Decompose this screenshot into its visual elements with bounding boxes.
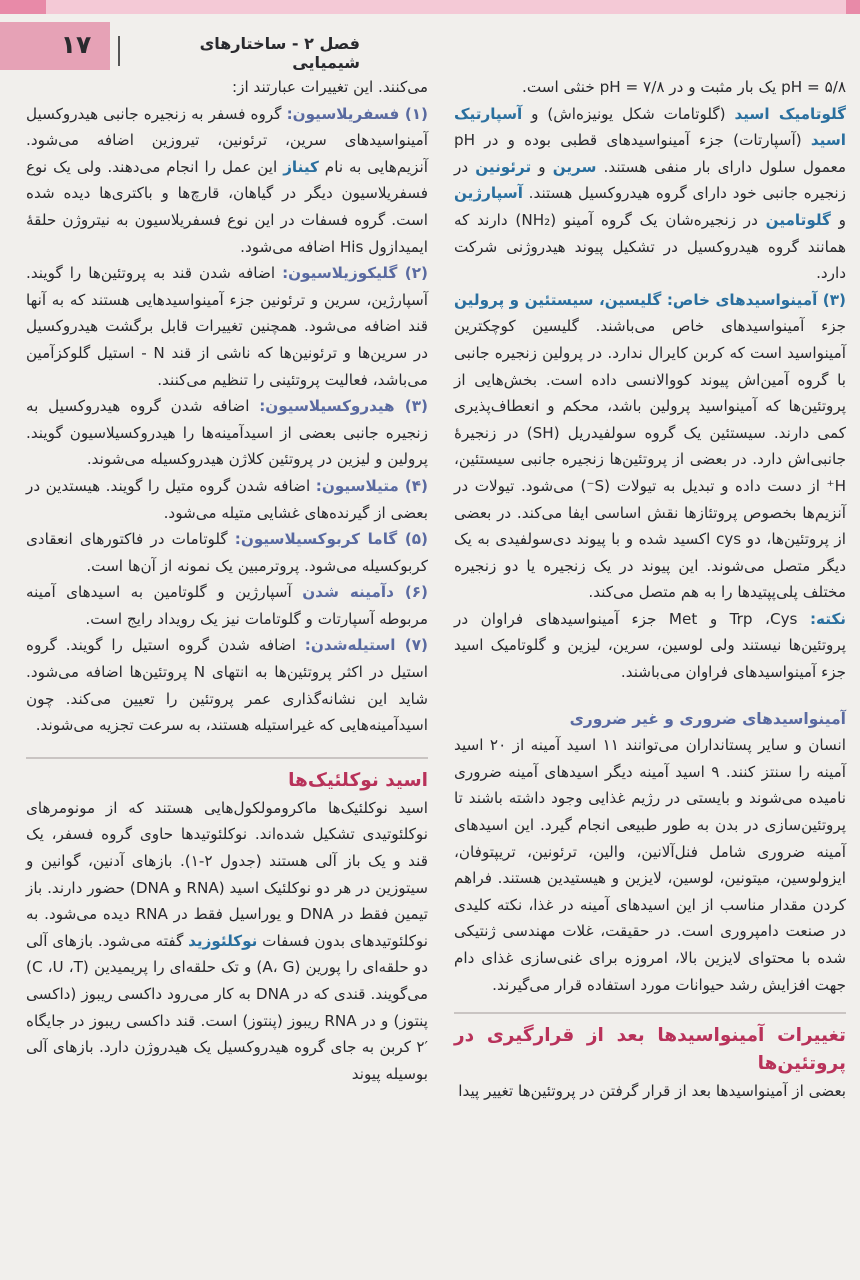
text: اضافه شدن گروه استیل را گویند. گروه استیل در اکثر پروتئین‌ها به انتهای N پروتئین‌ها اضافه می‌شود. شاید این نشانه‌گذاری عمر پروتئین را تعیین می‌کند. چون اسیدآمینه‌هایی که غیراستیله هستند، به سرعت تجزیه می‌شوند. [26, 636, 428, 735]
term-serine: سرین [552, 157, 597, 176]
text: در زنجیره جانبی خود دارای گروه هیدروکسیل هستند. [454, 157, 846, 203]
text: گروه فسفر به زنجیره جانبی هیدروکسیل آمینواسیدهای سرین، ترئونین، تیروزین اضافه می‌شود. آنزیم‌هایی به نام [26, 104, 428, 176]
header-divider [118, 36, 120, 66]
left-column [26, 74, 428, 1087]
term-glutamic-acid: گلوتامیک اسید [734, 104, 847, 123]
item-hydroxylation [26, 393, 428, 473]
text: و [830, 210, 846, 229]
item-glycosylation [26, 260, 428, 393]
section-divider [454, 1012, 846, 1014]
item-head: (۵) گاما کربوکسیلاسیون: [234, 530, 428, 549]
note-body: Trp ،Cys و Met جزء آمینواسیدهای فراوان در پروتئین‌ها نیستند ولی لوسین، سرین، لیزین و گلوتامیک اسید جزء آمینواسیدهای فراوان می‌باشند. [454, 609, 846, 682]
section-nucleic-acids-body [26, 795, 428, 1088]
text: (آسپارتات) جزء آمینواسیدهای قطبی بوده و در pH معمول سلول دارای بار منفی هستند. [454, 131, 846, 176]
modifications-intro: می‌کنند. این تغییرات عبارتند از: [232, 78, 428, 96]
subheading-special-amino-acids: (۳) آمینواسیدهای خاص: گلیسین، سیستئین و پرولین [454, 290, 846, 309]
item-head: (۶) دآمینه شدن [302, 583, 428, 602]
text: اسید نوکلئیک‌ها ماکرومولکول‌هایی هستند که از مونومرهای نوکلئوتیدی تشکیل شده‌اند. نوکلئوتیدها حاوی گروه فسفر، یک قند و یک باز آلی هستند (جدول ۲-۱). بازهای آدنین، گوانین و سیتوزین در هر دو نوکلئیک اسید (RNA و DNA) حضور دارند. باز تیمین فقط در DNA و یوراسیل فقط در RNA دیده می‌شود. به نوکلئوتیدهای بدون فسفات [26, 798, 429, 950]
text: گفته می‌شود. بازهای آلی دو حلقه‌ای را پورین (A، G) و تک حلقه‌ای را پریمیدین (C ،U ،T) می‌گویند. قندی که در DNA به کار می‌رود داکسی ریبوز (داکسی پنتوز) و در RNA ریبوز (پنتوز) است. قند داکسی ریبوز در جایگاه ′۲ کربن به جای گروه هیدروکسیل یک هیدروژن دارد. بازهای آلی بوسیله پیوند [26, 931, 429, 1083]
text: و [531, 157, 553, 176]
text: در زنجیره‌شان یک گروه آمینو (NH₂) دارند که همانند گروه هیدروکسیل در تشکیل پیوند هیدروژنی شرکت دارد. [454, 210, 846, 283]
term-nucleoside: نوکلئوزید [188, 931, 258, 950]
item-acetylation [26, 632, 428, 738]
text: اضافه شدن گروه متیل را گویند. هیستدین در بعضی از گیرنده‌های غشایی متیله می‌شود. [26, 476, 428, 522]
text: (گلوتامات شکل یونیزه‌اش) و [522, 104, 735, 123]
term-glutamine: گلوتامین [765, 210, 831, 229]
term-kinase: کیناز [283, 157, 319, 176]
right-column [454, 74, 846, 1105]
section-nucleic-acids-title: اسید نوکلئیک‌ها [288, 769, 428, 791]
text: گلوتامات در فاکتورهای انعقادی کربوکسیله می‌شود. پروترمبین یک نمونه از آن‌ها است. [26, 530, 428, 575]
paragraph-special-amino-acids [454, 287, 846, 606]
item-head: (۴) متیلاسیون: [315, 476, 428, 495]
ph-text: ۵/۸ = pH یک بار مثبت و در ۷/۸ = pH خنثی است. [522, 78, 846, 96]
text: آسپارژین و گلوتامین به اسیدهای آمینه مربوطه آسپارتات و گلوتامات نیز یک رویداد رایج است. [26, 583, 428, 628]
chapter-title: فصل ۲ - ساختارهای شیمیایی [199, 34, 360, 72]
paragraph-ph [454, 74, 846, 101]
text: اضافه شدن قند به پروتئین‌ها را گویند. آسپارژین، سرین و ترئونین جزء آمینواسیدهایی هستند که به آنها قند اضافه می‌شود. همچنین تغییرات قابل برگشت هیدروکسیل در سرین‌ها و ترئونین‌ها که ناشی از قند N - استیل گلوکزآمین می‌باشد، فعالیت پروتئینی را تنظیم می‌کنند. [26, 264, 428, 389]
top-color-bar [0, 0, 860, 14]
item-head: (۳) هیدروکسیلاسیون: [259, 397, 428, 416]
term-threonine: ترئونین [475, 157, 532, 176]
term-asparagine: آسپارژین [454, 184, 523, 203]
section-modifications-body: بعضی از آمینواسیدها بعد از قرار گرفتن در پروتئین‌ها تغییر پیدا [458, 1082, 846, 1101]
top-color-bar-inner [46, 0, 846, 14]
item-head: (۱) فسفریلاسیون: [286, 104, 428, 123]
section-essential-body: انسان و سایر پستانداران می‌توانند ۱۱ اسید آمینه از ۲۰ اسید آمینه را سنتز کنند. ۹ اسید آمینه دیگر اسیدهای آمینه ضروری نامیده می‌شوند و بایستی در رژیم غذایی وجود داشته باشند تا پروتئین‌سازی در بدن به طور طبیعی انجام گیرد. این اسیدهای آمینه ضروری شامل فنل‌آلانین، والین، ترئونین، تریپتوفان، ایزولوسین، میتونین، لوسین، لایزین و هیستیدین هستند. فراهم کردن مقدار مناسب از این اسیدهای آمینه در غذا، نکته کلیدی در صنعت دامپروری است. در حقیقت، غلات مهندسی ژنتیکی شده با محتوای لایزین بالا، امروزه برای غنی‌سازی غذای دام جهت افزایش رشد حیوانات مورد استفاده قرار می‌گیرند. [454, 736, 847, 994]
item-phosphorylation [26, 101, 428, 261]
paragraph-polar-amino-acids [454, 101, 846, 287]
term-aspartic-acid: آسپارتیک اسید [454, 104, 846, 150]
item-gamma-carboxylation [26, 526, 428, 579]
page-header [0, 22, 860, 72]
note-label: نکته: [809, 609, 846, 628]
item-head: (۲) گلیکوزیلاسیون: [282, 264, 428, 283]
item-head: (۷) استیله‌شدن: [304, 636, 428, 655]
text: این عمل را انجام می‌دهند. ولی یک نوع فسفریلاسیون دیگر در گیاهان، قارچ‌ها و باکتری‌ها دیده شده است. گروه فسفات در این نوع فسفریلاسیون به نیتروژن حلقهٔ ایمیدازول His اضافه می‌شود. [26, 157, 428, 256]
item-deamination [26, 579, 428, 632]
section-divider [26, 757, 428, 759]
text: جزء آمینواسیدهای خاص می‌باشند. گلیسین کوچکترین آمینواسید است که کربن کایرال ندارد. در پرولین زنجیره جانبی با گروه آمین‌اش پیوند کووالانسی داده است. بخش‌هایی از پروتئین‌ها که آمینواسید پرولین باشد، محکم و انعطاف‌پذیری کمی دارند. سیستئین یک گروه سولفیدریل (SH) در زنجیرهٔ جانبی‌اش دارد. در بعضی از پروتئین‌ها زنجیره جانبی سیستئین، H⁺ از دست داده و تبدیل به تیولات (S⁻) می‌شود. تیولات در آنزیم‌ها بخصوص پروتئازها نقش اساسی ایفا می‌کند. در بعضی از پروتئین‌ها، دو cys اکسید شده و با پیوند دی‌سولفیدی به یک دیگر متصل می‌شوند. این پیوند در یک زنجیره یا دو زنجیره مختلف پلی‌پپتیدها را به هم متصل می‌کند. [454, 317, 846, 602]
item-methylation [26, 473, 428, 526]
note [454, 606, 846, 686]
text: اضافه شدن گروه هیدروکسیل به زنجیره جانبی بعضی از اسیدآمینه‌ها را هیدروکسیلاسیون گویند. پرولین و لیزین در پروتئین کلاژن هیدروکسیله می‌شوند. [26, 397, 428, 469]
section-essential-title: آمینواسیدهای ضروری و غیر ضروری [569, 709, 846, 728]
page-number: ۱۷ [60, 30, 92, 59]
section-modifications-title: تغییرات آمینواسیدها بعد از قرارگیری در پروتئین‌ها [454, 1025, 846, 1075]
